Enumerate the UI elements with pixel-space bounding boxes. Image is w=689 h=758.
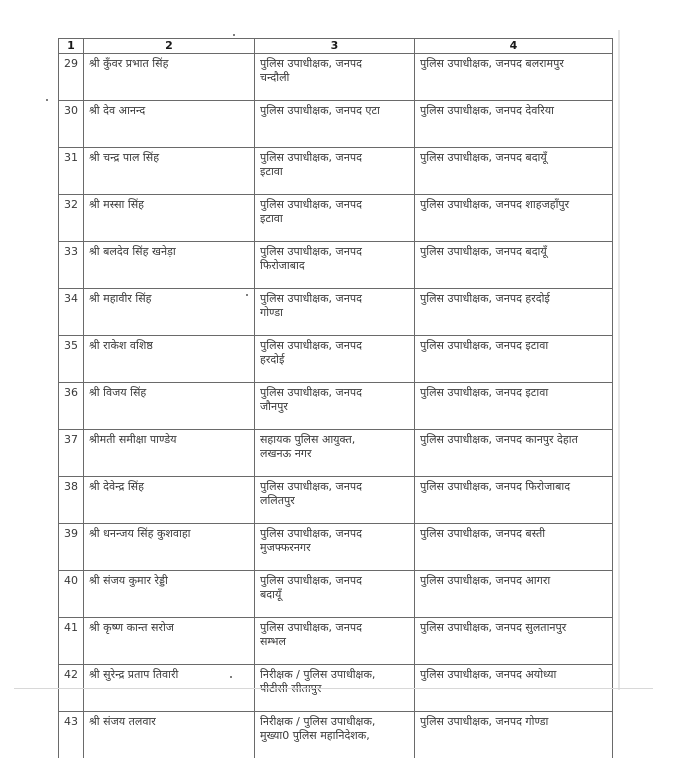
serial-number-cell: 37 [59, 430, 84, 477]
serial-number-cell: 32 [59, 195, 84, 242]
scan-speck [46, 99, 48, 101]
new-posting-cell: पुलिस उपाधीक्षक, जनपद अयोध्या [415, 665, 613, 712]
officer-name-cell: श्री संजय तलवार [84, 712, 255, 758]
serial-number-cell: 35 [59, 336, 84, 383]
officer-name-cell: श्री मस्सा सिंह [84, 195, 255, 242]
current-posting-cell: पुलिस उपाधीक्षक, जनपद हरदोई [255, 336, 415, 383]
current-posting-cell: सहायक पुलिस आयुक्त, लखनऊ नगर [255, 430, 415, 477]
serial-number-cell: 38 [59, 477, 84, 524]
header-row [59, 39, 613, 54]
scan-speck [230, 676, 232, 678]
new-posting-cell: पुलिस उपाधीक्षक, जनपद शाहजहाँपुर [415, 195, 613, 242]
officer-name-cell: श्री सुरेन्द्र प्रताप तिवारी [84, 665, 255, 712]
serial-number-cell: 40 [59, 571, 84, 618]
current-posting-cell: पुलिस उपाधीक्षक, जनपद मुजफ्फरनगर [255, 524, 415, 571]
column-header-current-posting: 3 [255, 39, 415, 54]
table-row [59, 242, 613, 289]
serial-number-cell: 43 [59, 712, 84, 758]
column-header-name: 2 [84, 39, 255, 54]
current-posting-cell: पुलिस उपाधीक्षक, जनपद ललितपुर [255, 477, 415, 524]
page-fold-shadow [618, 30, 620, 690]
current-posting-cell: पुलिस उपाधीक्षक, जनपद गोण्डा [255, 289, 415, 336]
new-posting-cell: पुलिस उपाधीक्षक, जनपद देवरिया [415, 101, 613, 148]
table-row [59, 148, 613, 195]
new-posting-cell: पुलिस उपाधीक्षक, जनपद फिरोजाबाद [415, 477, 613, 524]
current-posting-cell: पुलिस उपाधीक्षक, जनपद इटावा [255, 195, 415, 242]
current-posting-cell: निरीक्षक / पुलिस उपाधीक्षक, मुख्या0 पुलिस महानिदेशक, [255, 712, 415, 758]
current-posting-cell: पुलिस उपाधीक्षक, जनपद जौनपुर [255, 383, 415, 430]
table-row [59, 289, 613, 336]
current-posting-cell: पुलिस उपाधीक्षक, जनपद एटा [255, 101, 415, 148]
serial-number-cell: 42 [59, 665, 84, 712]
table-row [59, 430, 613, 477]
officer-name-cell: श्री कृष्ण कान्त सरोज [84, 618, 255, 665]
officer-name-cell: श्री बलदेव सिंह खनेड़ा [84, 242, 255, 289]
table-row [59, 54, 613, 101]
scan-speck [233, 34, 235, 36]
table-row [59, 477, 613, 524]
column-header-new-posting: 4 [415, 39, 613, 54]
new-posting-cell: पुलिस उपाधीक्षक, जनपद बदायूँ [415, 148, 613, 195]
officer-name-cell: श्री धनन्जय सिंह कुशवाहा [84, 524, 255, 571]
officer-name-cell: श्री महावीर सिंह [84, 289, 255, 336]
serial-number-cell: 34 [59, 289, 84, 336]
new-posting-cell: पुलिस उपाधीक्षक, जनपद इटावा [415, 336, 613, 383]
serial-number-cell: 29 [59, 54, 84, 101]
officer-name-cell: श्रीमती समीक्षा पाण्डेय [84, 430, 255, 477]
serial-number-cell: 41 [59, 618, 84, 665]
table-row [59, 618, 613, 665]
new-posting-cell: पुलिस उपाधीक्षक, जनपद कानपुर देहात [415, 430, 613, 477]
new-posting-cell: पुलिस उपाधीक्षक, जनपद हरदोई [415, 289, 613, 336]
table-row [59, 101, 613, 148]
new-posting-cell: पुलिस उपाधीक्षक, जनपद बदायूँ [415, 242, 613, 289]
current-posting-cell: पुलिस उपाधीक्षक, जनपद सम्भल [255, 618, 415, 665]
table-header [59, 39, 613, 54]
table-row [59, 383, 613, 430]
new-posting-cell: पुलिस उपाधीक्षक, जनपद बस्ती [415, 524, 613, 571]
table-row [59, 336, 613, 383]
current-posting-cell: पुलिस उपाधीक्षक, जनपद इटावा [255, 148, 415, 195]
transfer-table [58, 38, 613, 758]
table-body [59, 54, 613, 758]
table-row [59, 195, 613, 242]
new-posting-cell: पुलिस उपाधीक्षक, जनपद बलरामपुर [415, 54, 613, 101]
current-posting-cell: पुलिस उपाधीक्षक, जनपद चन्दौली [255, 54, 415, 101]
new-posting-cell: पुलिस उपाधीक्षक, जनपद इटावा [415, 383, 613, 430]
officer-name-cell: श्री राकेश वशिष्ठ [84, 336, 255, 383]
new-posting-cell: पुलिस उपाधीक्षक, जनपद आगरा [415, 571, 613, 618]
new-posting-cell: पुलिस उपाधीक्षक, जनपद सुलतानपुर [415, 618, 613, 665]
current-posting-cell: पुलिस उपाधीक्षक, जनपद फिरोजाबाद [255, 242, 415, 289]
serial-number-cell: 39 [59, 524, 84, 571]
table-row [59, 712, 613, 758]
officer-name-cell: श्री देव आनन्द [84, 101, 255, 148]
column-header-serial: 1 [59, 39, 84, 54]
serial-number-cell: 36 [59, 383, 84, 430]
officer-name-cell: श्री विजय सिंह [84, 383, 255, 430]
serial-number-cell: 31 [59, 148, 84, 195]
officer-name-cell: श्री चन्द्र पाल सिंह [84, 148, 255, 195]
page-bottom-edge [14, 688, 653, 689]
table-row [59, 571, 613, 618]
serial-number-cell: 33 [59, 242, 84, 289]
serial-number-cell: 30 [59, 101, 84, 148]
current-posting-cell: निरीक्षक / पुलिस उपाधीक्षक, पीटीसी सीतापुर [255, 665, 415, 712]
officer-name-cell: श्री कुँवर प्रभात सिंह [84, 54, 255, 101]
officer-name-cell: श्री संजय कुमार रेड्डी [84, 571, 255, 618]
table-row [59, 524, 613, 571]
scan-speck [246, 294, 248, 296]
officer-name-cell: श्री देवेन्द्र सिंह [84, 477, 255, 524]
new-posting-cell: पुलिस उपाधीक्षक, जनपद गोण्डा [415, 712, 613, 758]
current-posting-cell: पुलिस उपाधीक्षक, जनपद बदायूँ [255, 571, 415, 618]
